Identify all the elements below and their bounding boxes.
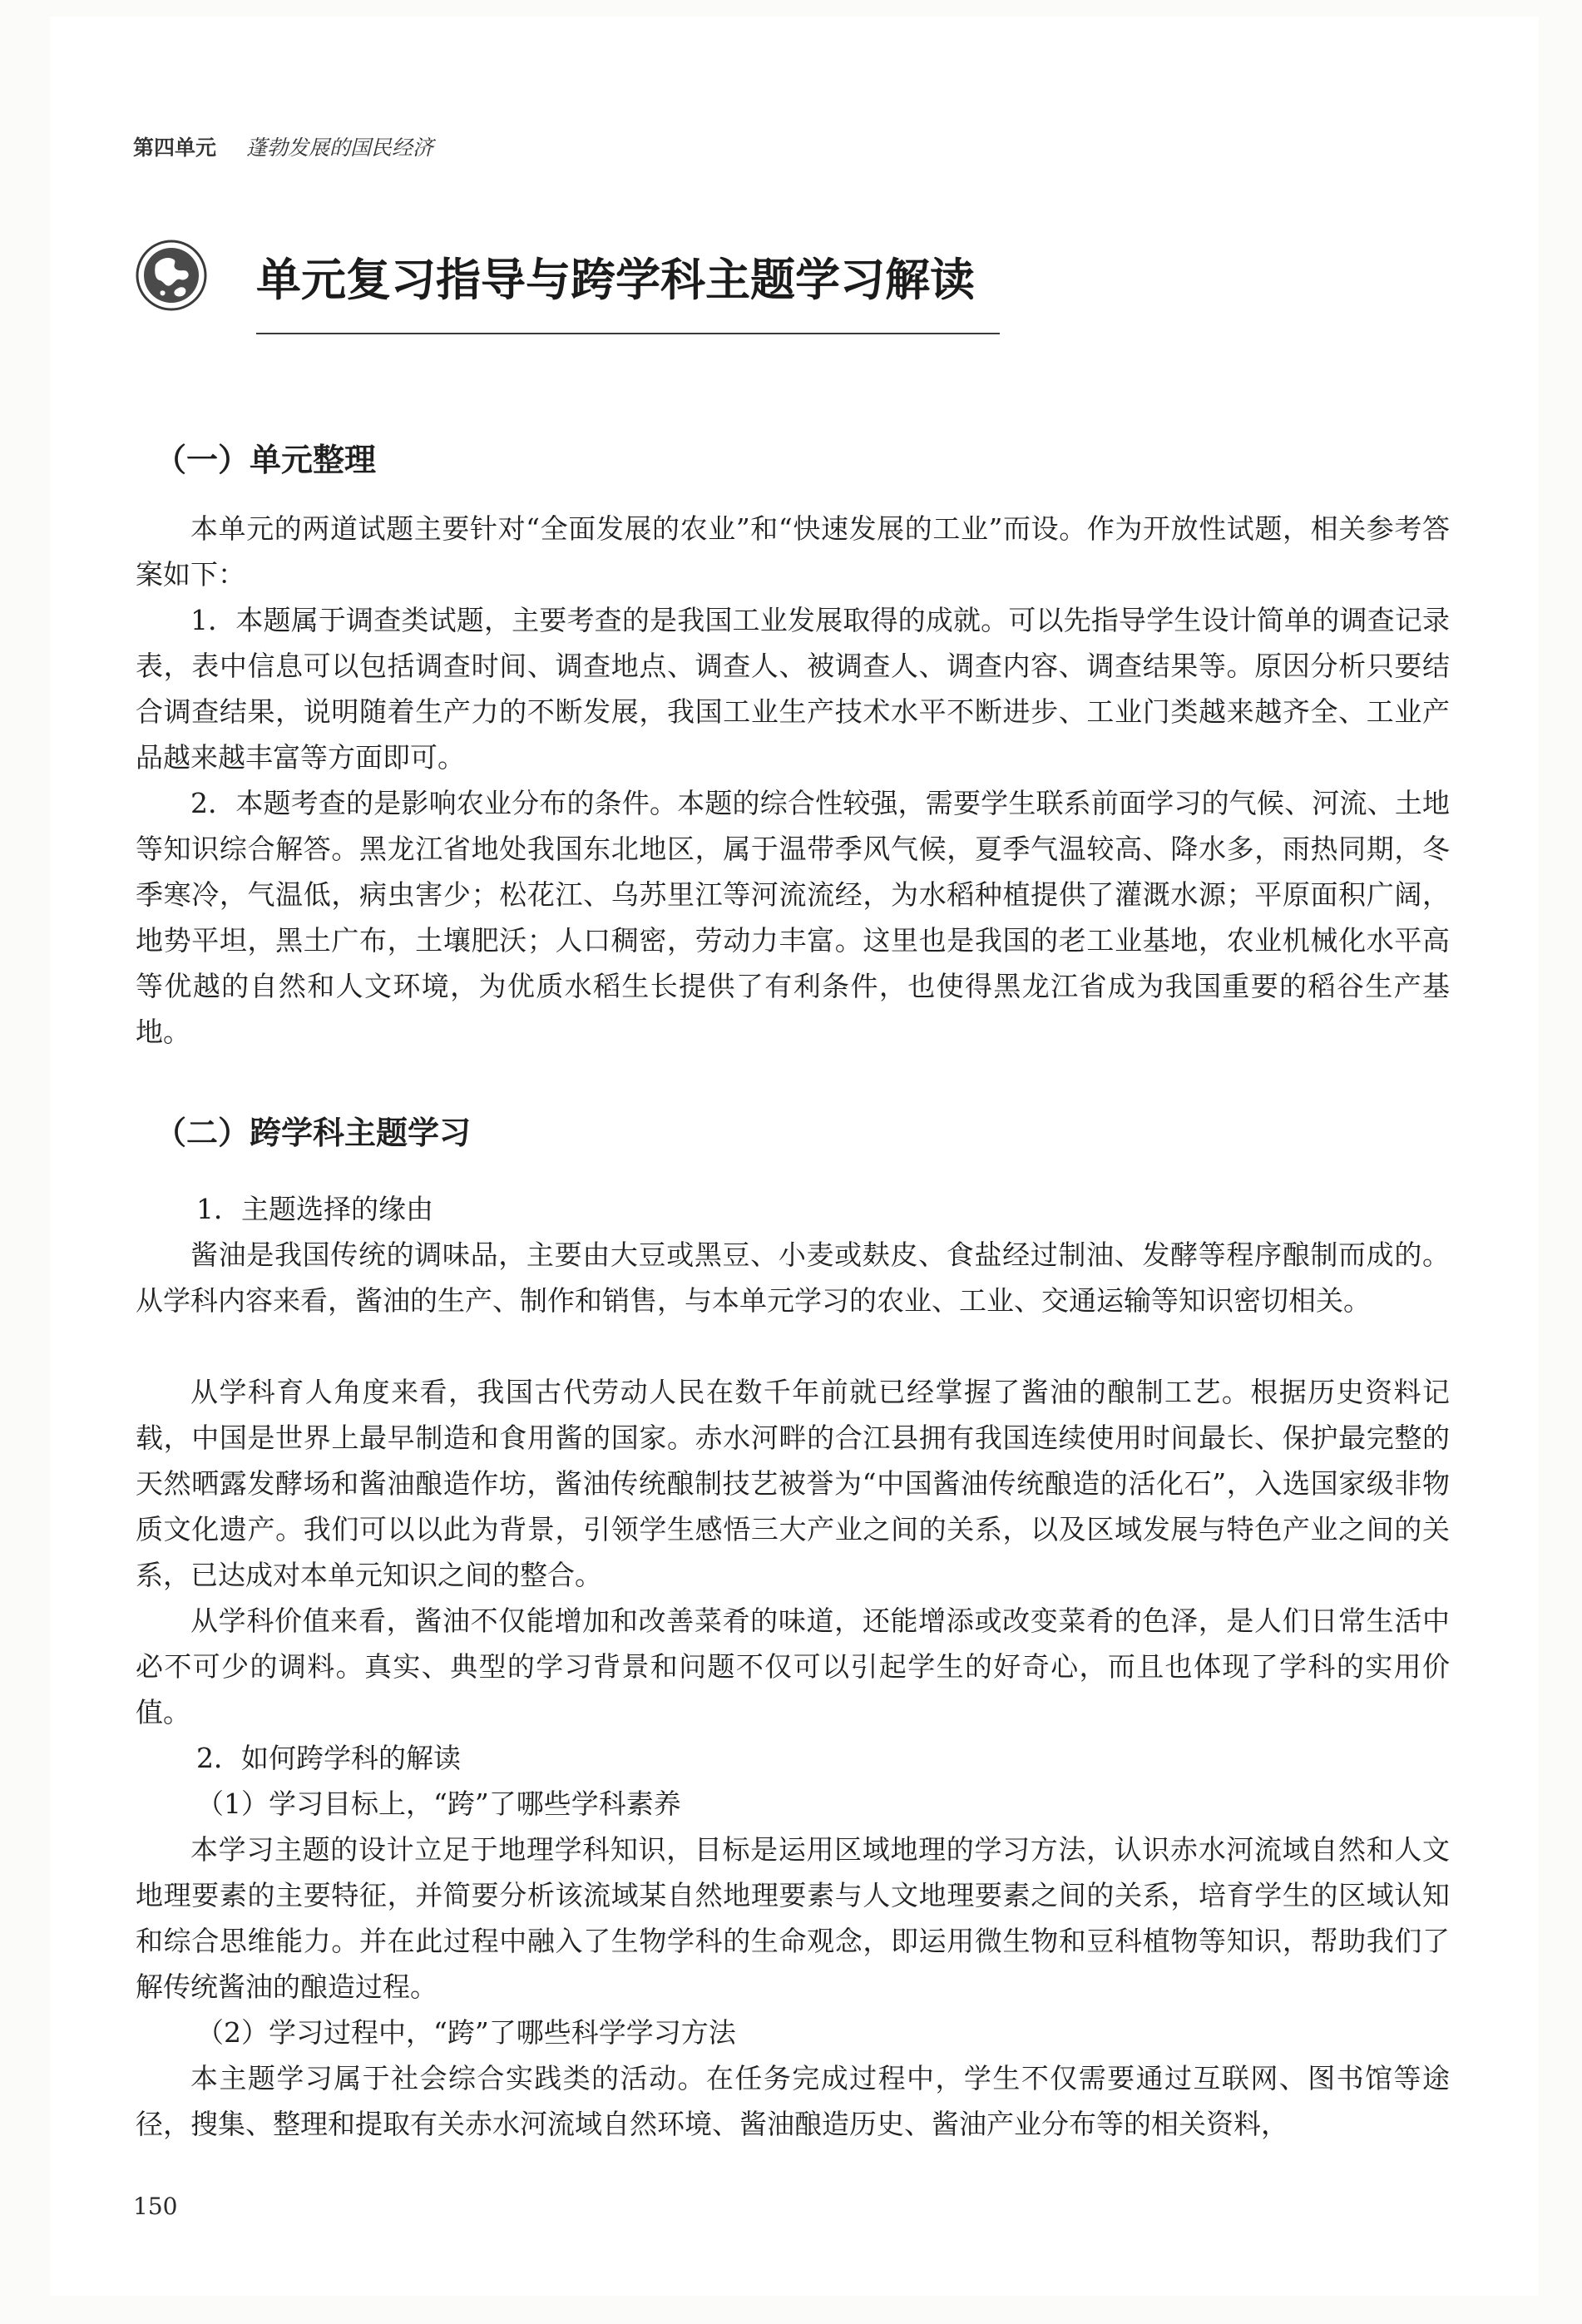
running-head	[133, 131, 433, 161]
subheading-topic-reason: 1．主题选择的缘由	[196, 1193, 433, 1225]
paragraph: 本学习主题的设计立足于地理学科知识，目标是运用区域地理的学习方法，认识赤水河流域自然和人文地理要素的主要特征，并简要分析该流域某自然地理要素与人文地理要素之间的关系，培育学生的区域认知和综合思维能力。并在此过程中融入了生物学科的生命观念，即运用微生物和豆科植物等知识，帮助我们了解传统酱油的酿造过程。	[136, 1833, 1450, 2003]
page-title: 单元复习指导与跨学科主题学习解读	[256, 254, 975, 306]
page-title-block	[133, 235, 1090, 343]
section-heading-unit-summary: （一）单元整理	[155, 441, 377, 478]
paragraph: 本单元的两道试题主要针对“全面发展的农业”和“快速发展的工业”而设。作为开放性试题，相关参考答案如下：	[136, 512, 1450, 591]
title-divider	[256, 333, 1000, 334]
page-number: 150	[133, 2193, 178, 2220]
paragraph: 酱油是我国传统的调味品，主要由大豆或黑豆、小麦或麸皮、食盐经过制油、发酵等程序酿制而成的。从学科内容来看，酱油的生产、制作和销售，与本单元学习的农业、工业、交通运输等知识密切相关。	[136, 1239, 1450, 1317]
section-heading-interdisciplinary: （二）跨学科主题学习	[155, 1114, 472, 1151]
globe-icon	[136, 240, 207, 311]
paragraph: 本主题学习属于社会综合实践类的活动。在任务完成过程中，学生不仅需要通过互联网、图书馆等途径，搜集、整理和提取有关赤水河流域自然环境、酱油酿造历史、酱油产业分布等的相关资料，	[136, 2062, 1450, 2140]
unit-title: 蓬勃发展的国民经济	[245, 136, 433, 160]
subheading-how-to-read: 2．如何跨学科的解读	[196, 1742, 461, 1774]
unit-label: 第四单元	[133, 136, 217, 160]
paragraph: 从学科价值来看，酱油不仅能增加和改善菜肴的味道，还能增添或改变菜肴的色泽，是人们日常生活中必不可少的调料。真实、典型的学习背景和问题不仅可以引起学生的好奇心，而且也体现了学科的实用价值。	[136, 1605, 1450, 1728]
paragraph: 2．本题考查的是影响农业分布的条件。本题的综合性较强，需要学生联系前面学习的气候、河流、土地等知识综合解答。黑龙江省地处我国东北地区，属于温带季风气候，夏季气温较高、降水多，雨热同期，冬季寒冷，气温低，病虫害少；松花江、乌苏里江等河流流经，为水稻种植提供了灌溉水源；平原面积广阔，地势平坦，黑土广布，土壤肥沃；人口稠密，劳动力丰富。这里也是我国的老工业基地，农业机械化水平高等优越的自然和人文环境，为优质水稻生长提供了有利条件，也使得黑龙江省成为我国重要的稻谷生产基地。	[136, 787, 1450, 1048]
subheading-learning-goals: （1）学习目标上，“跨”了哪些学科素养	[196, 1788, 681, 1820]
paragraph: 从学科育人角度来看，我国古代劳动人民在数千年前就已经掌握了酱油的酿制工艺。根据历史资料记载，中国是世界上最早制造和食用酱的国家。赤水河畔的合江县拥有我国连续使用时间最长、保护最完整的天然晒露发酵场和酱油酿造作坊，酱油传统酿制技艺被誉为“中国酱油传统酿造的活化石”，入选国家级非物质文化遗产。我们可以以此为背景，引领学生感悟三大产业之间的关系，以及区域发展与特色产业之间的关系，已达成对本单元知识之间的整合。	[136, 1376, 1450, 1591]
paragraph: 1．本题属于调查类试题，主要考查的是我国工业发展取得的成就。可以先指导学生设计简单的调查记录表，表中信息可以包括调查时间、调查地点、调查人、被调查人、调查内容、调查结果等。原因分析只要结合调查结果，说明随着生产力的不断发展，我国工业生产技术水平不断进步、工业门类越来越齐全、工业产品越来越丰富等方面即可。	[136, 604, 1450, 774]
subheading-learning-process: （2）学习过程中，“跨”了哪些科学学习方法	[196, 2016, 736, 2049]
